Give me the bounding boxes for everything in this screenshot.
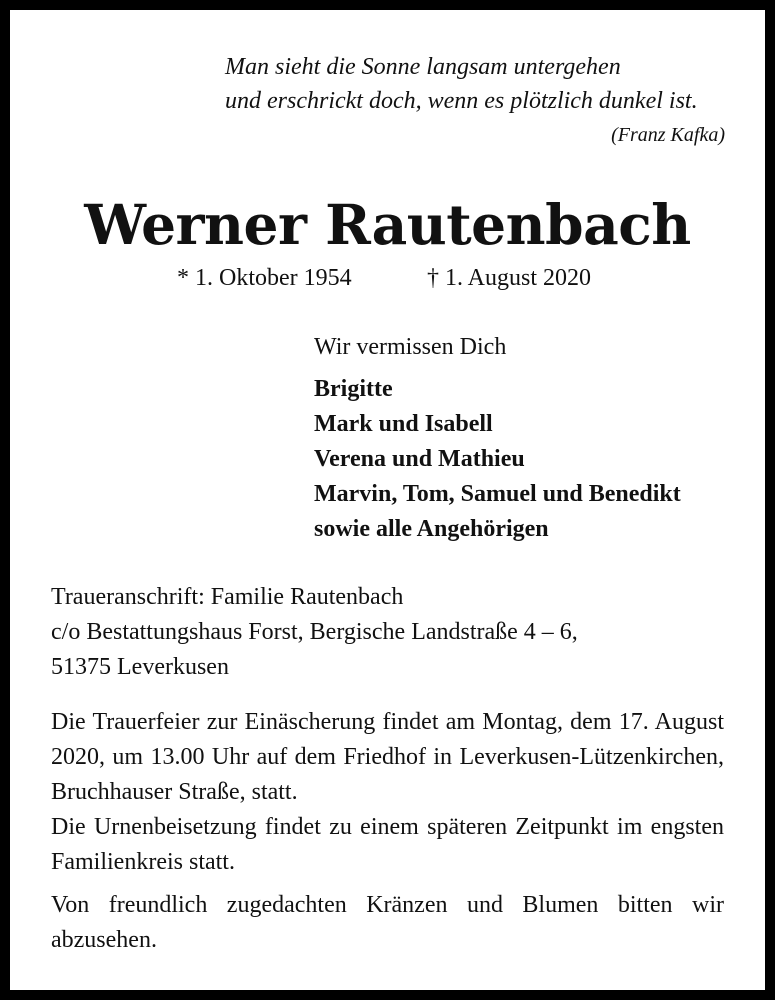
address-line-2: c/o Bestattungshaus Forst, Bergische Landstraße 4 – 6, <box>51 619 578 645</box>
address-line-1: Traueranschrift: Familie Rautenbach <box>51 584 404 610</box>
birth-date: * 1. Oktober 1954 <box>177 265 352 291</box>
deceased-name: Werner Rautenbach <box>84 192 691 257</box>
mourner-name: Brigitte <box>314 376 393 402</box>
epigraph <box>225 50 725 150</box>
mourner-name: Mark und Isabell <box>314 411 493 437</box>
mourning-address <box>51 580 578 685</box>
quote-line-1: Man sieht die Sonne langsam untergehen <box>225 54 621 80</box>
address-line-3: 51375 Leverkusen <box>51 654 229 680</box>
mourner-name: sowie alle Angehörigen <box>314 516 549 542</box>
mourner-name: Marvin, Tom, Samuel und Benedikt <box>314 481 681 507</box>
quote-author: (Franz Kafka) <box>611 124 725 146</box>
urn-burial-notice: Die Urnenbeisetzung findet zu einem späteren Zeitpunkt im engsten Familienkreis statt. <box>51 814 724 875</box>
mourners-intro: Wir vermissen Dich <box>314 334 507 360</box>
ceremony-notice: Die Trauerfeier zur Einäscherung findet am Montag, dem 17. August 2020, um 13.00 Uhr auf dem Friedhof in Leverkusen-Lützenkirchen, Bruchhauser Straße, statt. <box>51 709 724 805</box>
mourner-name: Verena und Mathieu <box>314 446 525 472</box>
mourners-list <box>314 372 681 547</box>
death-date: † 1. August 2020 <box>427 265 592 291</box>
quote-line-2: und erschrickt doch, wenn es plötzlich dunkel ist. <box>225 88 698 114</box>
flowers-notice: Von freundlich zugedachten Kränzen und Blumen bitten wir abzusehen. <box>51 892 724 953</box>
